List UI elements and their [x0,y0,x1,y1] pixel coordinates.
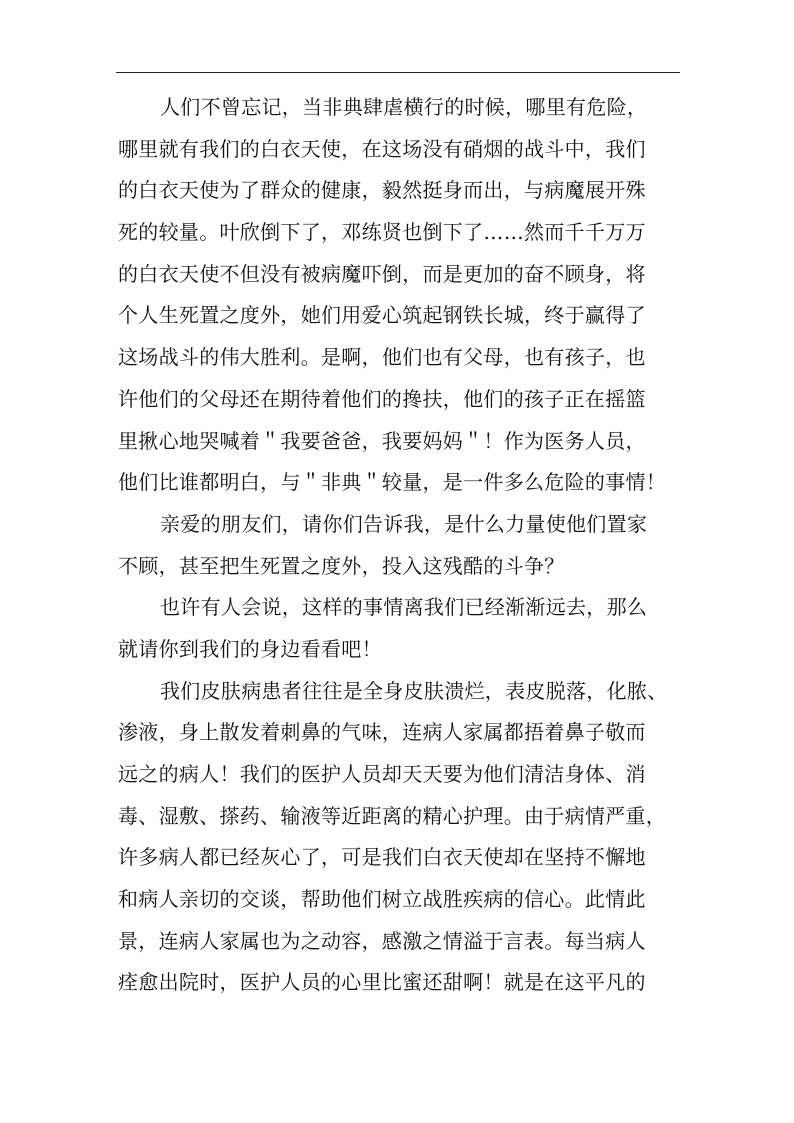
text-line: 不顾，甚至把生死置之度外，投入这残酷的斗争？ [118,553,565,578]
text-line: 的白衣天使不但没有被病魔吓倒，而是更加的奋不顾身，将 [118,261,646,286]
text-line: 人们不曾忘记，当非典肆虐横行的时候，哪里有危险， [160,95,648,119]
text-line: 渗液，身上散发着刺鼻的气味，连病人家属都捂着鼻子敬而 [118,720,646,745]
text-line: 他们比谁都明白，与＂非典＂较量，是一件多么危险的事情！ [118,470,667,495]
text-line: 痊愈出院时，医护人员的心里比蜜还甜啊！就是在这平凡的 [118,970,646,995]
text-line: 许多病人都已经灰心了，可是我们白衣天使却在坚持不懈地 [118,845,646,870]
text-line: 个人生死置之度外，她们用爱心筑起钢铁长城，终于赢得了 [118,303,646,328]
text-line: 亲爱的朋友们，请你们告诉我，是什么力量使他们置家 [160,511,648,536]
text-line: 哪里就有我们的白衣天使，在这场没有硝烟的战斗中，我们 [118,136,646,161]
text-line: 我们皮肤病患者往往是全身皮肤溃烂，表皮脱落，化脓、 [160,678,668,703]
text-line: 景，连病人家属也为之动容，感激之情溢于言表。每当病人 [118,928,646,953]
text-line: 和病人亲切的交谈，帮助他们树立战胜疾病的信心。此情此 [118,887,646,912]
header-rule [116,72,680,73]
text-line: 远之的病人！我们的医护人员却天天要为他们清洁身体、消 [118,762,646,786]
text-line: 许他们的父母还在期待着他们的搀扶，他们的孩子正在摇篮 [118,386,646,411]
text-line: 就请你到我们的身边看看吧！ [118,636,382,661]
body-text [118,87,688,1004]
text-line: 也许有人会说，这样的事情离我们已经渐渐远去，那么 [160,595,648,620]
text-line: 毒、湿敷、搽药、输液等近距离的精心护理。由于病情严重， [118,803,667,828]
text-line: 死的较量。叶欣倒下了，邓练贤也倒下了……然而千千万万 [118,220,646,245]
text-line: 这场战斗的伟大胜利。是啊，他们也有父母，也有孩子，也 [118,345,646,370]
text-line: 里揪心地哭喊着＂我要爸爸，我要妈妈＂！作为医务人员， [118,428,646,453]
text-line: 的白衣天使为了群众的健康，毅然挺身而出，与病魔展开殊 [118,178,646,203]
